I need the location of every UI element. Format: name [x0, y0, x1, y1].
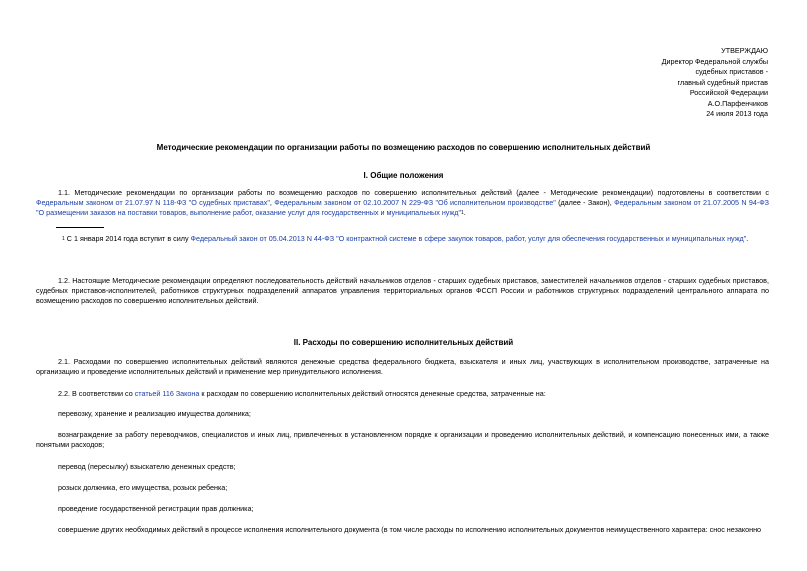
list-item: перевод (пересылку) взыскателю денежных средств;: [58, 462, 236, 471]
list-item: вознаграждение за работу переводчиков, специалистов и иных лиц, привлеченных в установленном порядке к организации и проведению исполнительных действий, и компенсацию понесенных ими, а также понятыми расходов;: [36, 430, 769, 449]
footnote-mark: 1: [62, 236, 65, 242]
text: .: [746, 234, 749, 243]
footnote-ref[interactable]: 1: [461, 210, 464, 216]
list-item: перевозку, хранение и реализацию имущества должника;: [58, 409, 251, 418]
approval-line: УТВЕРЖДАЮ: [721, 46, 768, 55]
law-118-link[interactable]: Федеральным законом от 21.07.97 N 118-ФЗ "О судебных приставах": [36, 198, 270, 207]
list-item: розыск должника, его имущества, розыск ребенка;: [58, 483, 228, 492]
text: 2.2. В соответствии со: [58, 389, 135, 398]
approval-block: [662, 46, 768, 120]
footnote-divider: [56, 227, 104, 228]
paragraph-1-1: [36, 188, 769, 218]
document-title: Методические рекомендации по организации работы по возмещению расходов по совершению исполнительных действий: [156, 143, 651, 152]
text: к расходам по совершению исполнительных действий относятся денежные средства, затраченные на:: [199, 389, 546, 398]
section-2-heading: II. Расходы по совершению исполнительных действий: [293, 338, 514, 347]
approval-line: Директор Федеральной службы: [661, 56, 768, 66]
section-1-heading: I. Общие положения: [363, 171, 444, 180]
law-229-link[interactable]: Федеральным законом от 02.10.2007 N 229-ФЗ "Об исполнительном производстве": [274, 198, 556, 207]
paragraph-2-2: [36, 389, 769, 399]
law-94-link[interactable]: Федеральным законом от 21.07.2005 N 94-ФЗ "О размещении заказов на поставки товаров, выполнение работ, оказание услуг для государственных и муниципальных нужд": [36, 198, 770, 217]
approval-line: Российской Федерации: [689, 88, 768, 97]
text: (далее - Закон),: [555, 198, 615, 207]
paragraph-1-2: 1.2. Настоящие Методические рекомендации определяют последовательность действий начальников отделов - старших судебных приставов, заместителей начальников отделов - старших судебных приставов, судебных приставов-исполнителей, работников структурных подразделений аппаратов управления территориальных органов ФССП России и работников структурных подразделений центрального аппарата по возмещению расходов по совершению исполнительных действий.: [36, 276, 769, 305]
approval-line: главный судебный пристав: [677, 77, 768, 87]
approval-line: 24 июля 2013 года: [706, 109, 768, 118]
law-44-link[interactable]: Федеральный закон от 05.04.2013 N 44-ФЗ "О контрактной системе в сфере закупок товаров, работ, услуг для обеспечения государственных и муниципальных нужд": [190, 234, 747, 243]
paragraph-2-1: 2.1. Расходами по совершению исполнительных действий являются денежные средства федерального бюджета, взыскателя и иных лиц, участвующих в исполнительном производстве, затраченные на организацию и проведение исполнительных действий и применение мер принудительного исполнения.: [36, 357, 769, 376]
footnote: [62, 234, 762, 244]
text: С 1 января 2014 года вступит в силу: [66, 234, 191, 243]
text: ,: [269, 198, 275, 207]
article-116-link[interactable]: статьей 116 Закона: [134, 389, 200, 398]
text: 1.1. Методические рекомендации по организации работы по возмещению расходов по совершению исполнительных действий (далее - Методические рекомендации) подготовлены в соответствии с: [58, 188, 769, 197]
list-item: проведение государственной регистрации прав должника;: [58, 504, 254, 513]
list-item: совершение других необходимых действий в процессе исполнения исполнительного документа (в том числе расходы по исполнению исполнительных документов неимущественного характера: снос незаконно: [58, 525, 762, 534]
approval-line: судебных приставов -: [695, 67, 768, 76]
approval-line: А.О.Парфенчиков: [707, 98, 768, 108]
text: .: [463, 208, 466, 217]
